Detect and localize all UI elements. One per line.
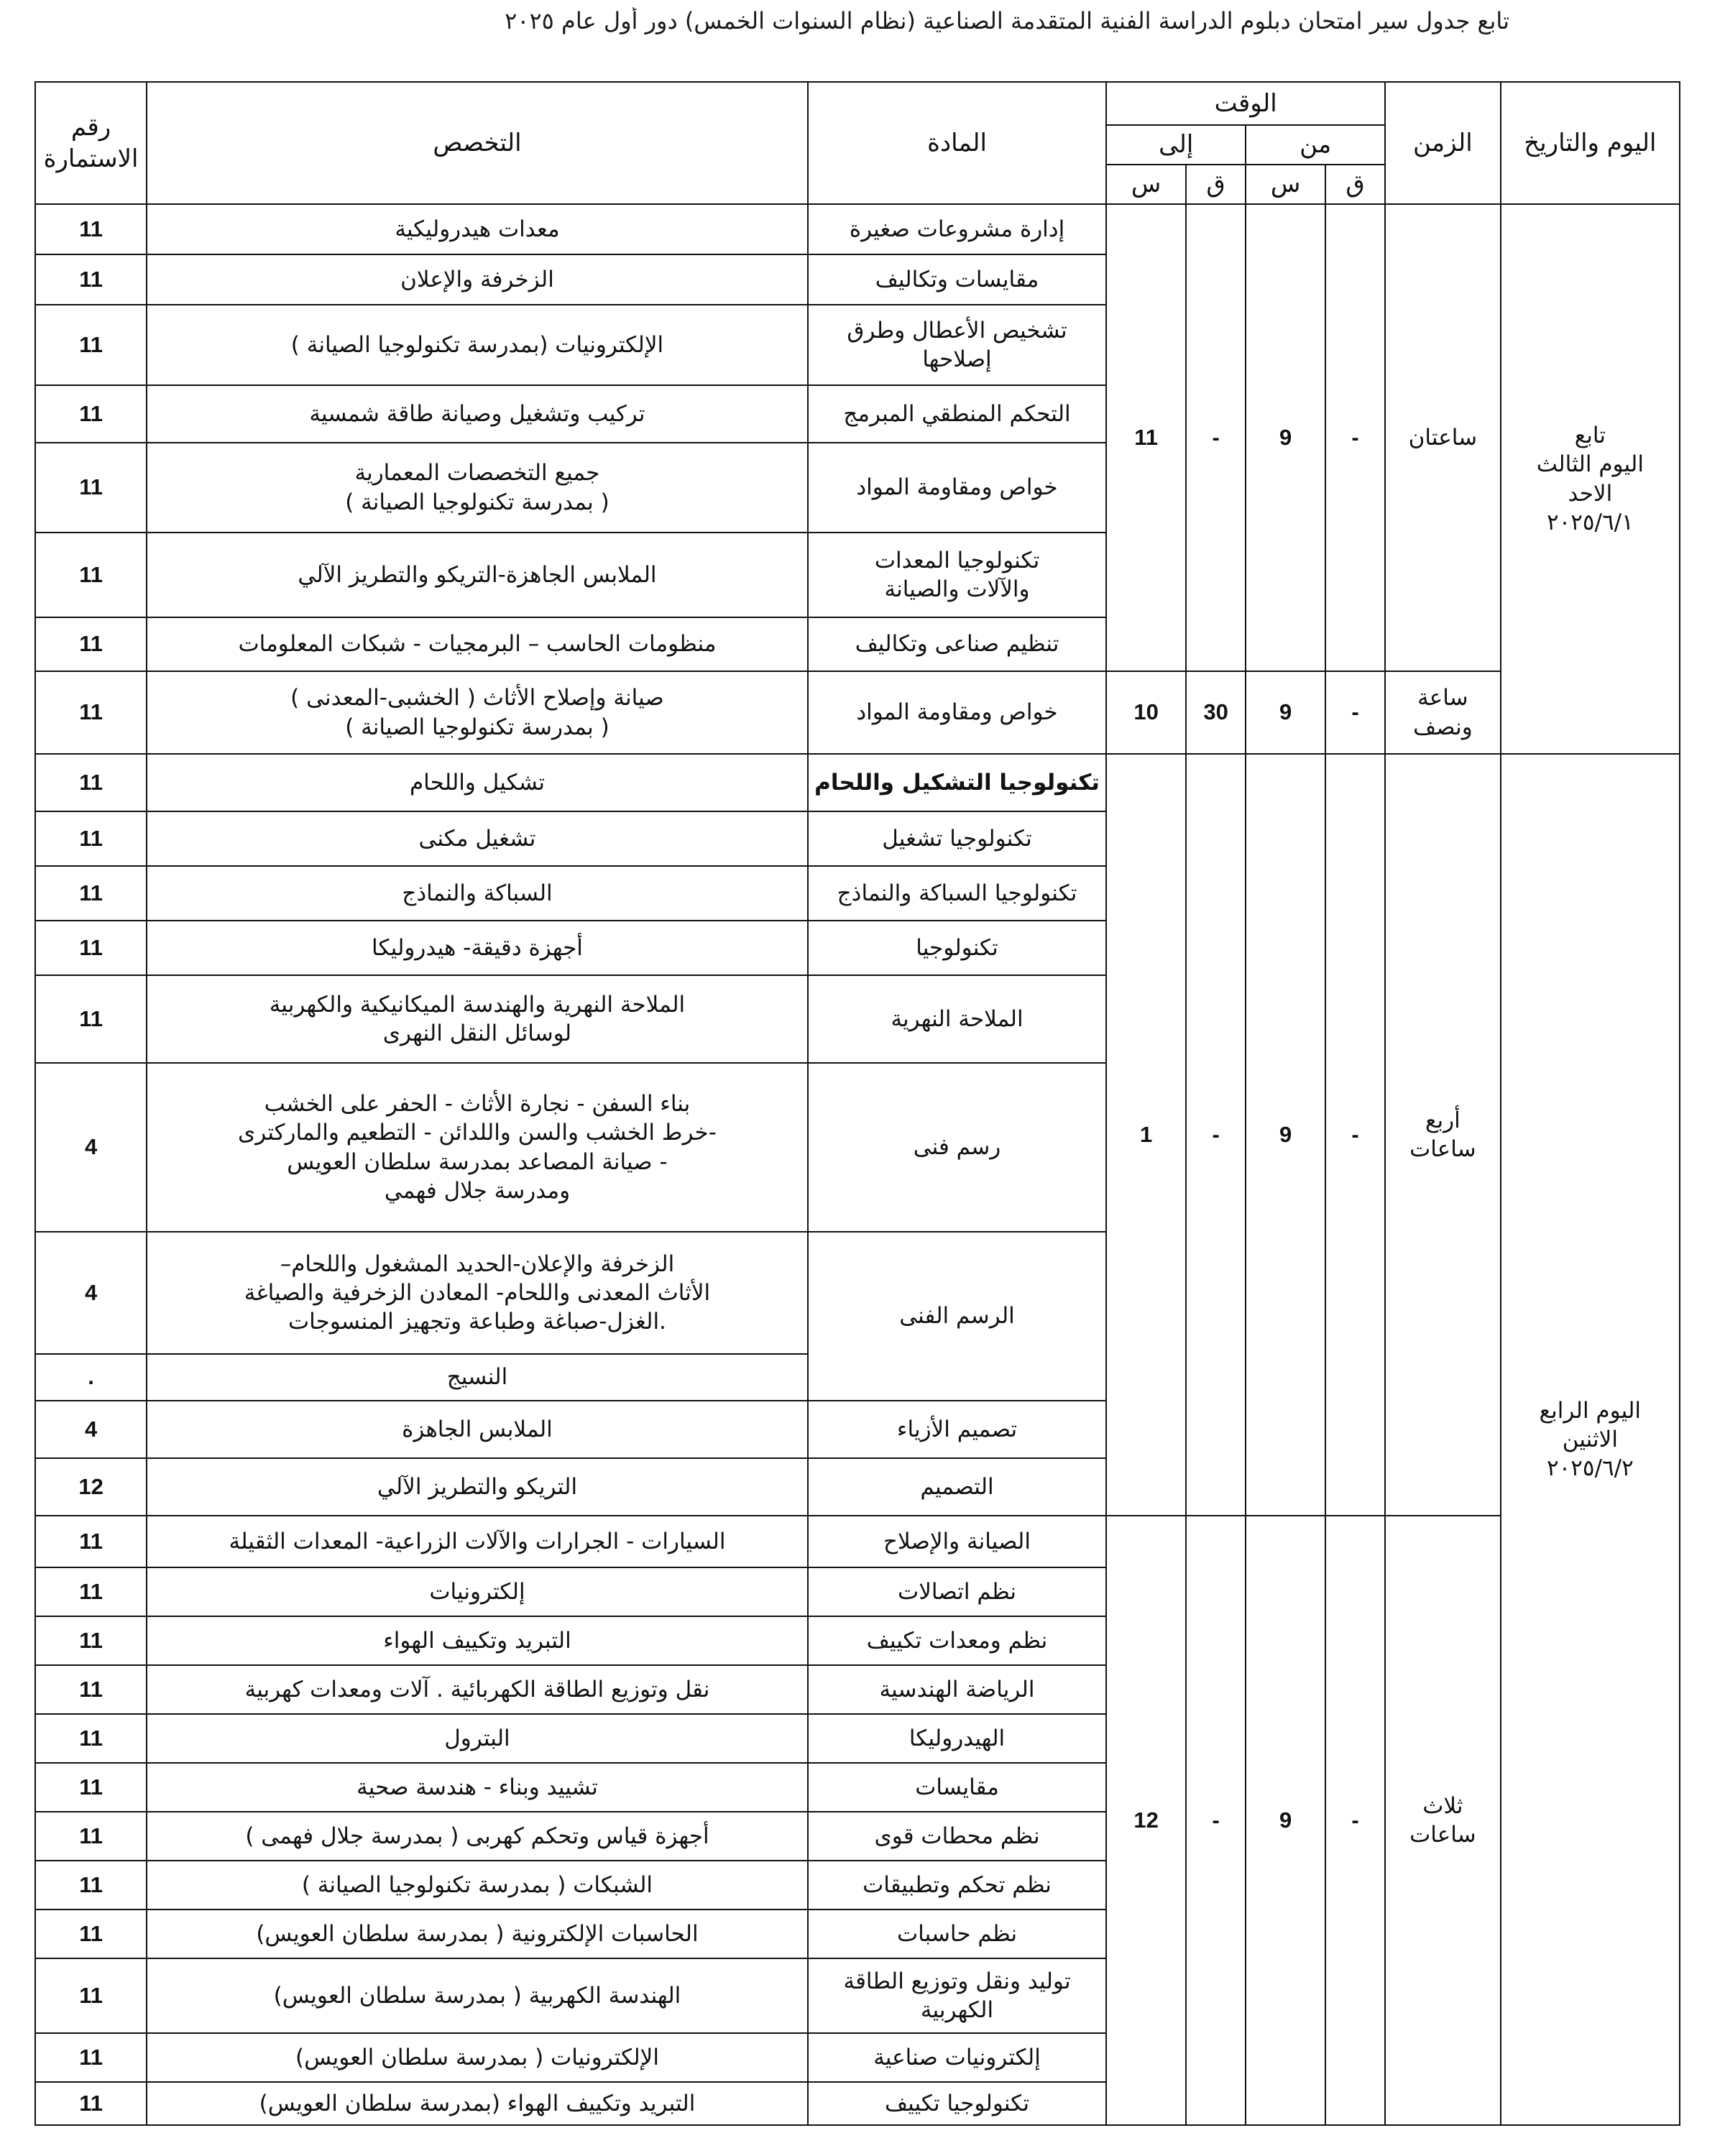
subject: تكنولوجيا — [808, 921, 1106, 975]
group-4-from-minute: - — [1325, 1516, 1385, 2125]
group-3-to-minute: - — [1186, 754, 1246, 1516]
specialization: الملابس الجاهزة-التريكو والتطريز الآلي — [147, 533, 808, 617]
subject: الرياضة الهندسية — [808, 1665, 1106, 1714]
specialization — [147, 1063, 808, 1232]
subject — [808, 1958, 1106, 2033]
form-number: 4 — [35, 1401, 147, 1458]
form-number: 11 — [35, 2082, 147, 2125]
exam-schedule-table — [34, 81, 1680, 2126]
header-specialization: التخصص — [147, 82, 808, 204]
specialization: الزخرفة والإعلان — [147, 254, 808, 305]
group-1-to-hour: 11 — [1106, 204, 1186, 671]
specialization: السيارات - الجرارات والآلات الزراعية- المعدات الثقيلة — [147, 1516, 808, 1567]
subject: نظم محطات قوى — [808, 1812, 1106, 1861]
subject-line: الكهربية — [920, 1997, 994, 2023]
header-to-hour: س — [1106, 165, 1186, 204]
form-number: 11 — [35, 921, 147, 975]
group-4-to-hour: 12 — [1106, 1516, 1186, 2125]
group-1-to-minute: - — [1186, 204, 1246, 671]
specialization-line: صيانة وإصلاح الأثاث ( الخشبى-المعدنى ) — [290, 685, 664, 711]
specialization-line: ( بمدرسة تكنولوجيا الصيانة ) — [345, 714, 610, 740]
subject: تكنولوجيا التشكيل واللحام — [808, 754, 1106, 811]
form-number: 11 — [35, 533, 147, 617]
form-number: 11 — [35, 443, 147, 533]
header-time: الوقت — [1106, 82, 1385, 125]
specialization-line: -خرط الخشب والسن واللدائن - التطعيم والماركترى — [238, 1120, 717, 1146]
subject — [808, 533, 1106, 617]
form-number: . — [35, 1354, 147, 1401]
day-4-cell — [1501, 754, 1680, 2125]
subject: نظم اتصالات — [808, 1567, 1106, 1616]
form-number: 11 — [35, 1616, 147, 1665]
specialization: الشبكات ( بمدرسة تكنولوجيا الصيانة ) — [147, 1861, 808, 1909]
header-from-hour: س — [1246, 165, 1325, 204]
form-number: 11 — [35, 1763, 147, 1812]
specialization-line: ومدرسة جلال فهمي — [384, 1177, 571, 1204]
specialization: الإلكترونيات (بمدرسة تكنولوجيا الصيانة ) — [147, 305, 808, 385]
form-number: 11 — [35, 1861, 147, 1909]
specialization-line: الملاحة النهرية والهندسة الميكانيكية والكهربية — [269, 991, 686, 1018]
specialization: تشغيل مكنى — [147, 811, 808, 866]
form-number: 11 — [35, 204, 147, 254]
group-3-to-hour: 1 — [1106, 754, 1186, 1516]
subject: خواص ومقاومة المواد — [808, 443, 1106, 533]
form-number: 11 — [35, 305, 147, 385]
form-number: 11 — [35, 1567, 147, 1616]
day-3-line-3: الاحد — [1568, 480, 1613, 507]
subject: تنظيم صناعى وتكاليف — [808, 617, 1106, 671]
subject: تكنولوجيا تشغيل — [808, 811, 1106, 866]
specialization-line: بناء السفن - نجارة الأثاث - الحفر على الخشب — [264, 1090, 691, 1117]
subject: رسم فنى — [808, 1063, 1106, 1232]
group-3-from-hour: 9 — [1246, 754, 1325, 1516]
subject: الهيدروليكا — [808, 1714, 1106, 1763]
specialization-line: .الغزل-صباغة وطباعة وتجهيز المنسوجات — [288, 1309, 666, 1335]
group-2-to-hour: 10 — [1106, 671, 1186, 754]
form-number: 11 — [35, 1714, 147, 1763]
specialization: نقل وتوزيع الطاقة الكهربائية . آلات ومعدات كهربية — [147, 1665, 808, 1714]
header-to-minute: ق — [1186, 165, 1246, 204]
specialization: الإلكترونيات ( بمدرسة سلطان العويس) — [147, 2033, 808, 2082]
subject: إلكترونيات صناعية — [808, 2033, 1106, 2082]
subject: التصميم — [808, 1458, 1106, 1516]
specialization — [147, 1232, 808, 1354]
specialization: التريكو والتطريز الآلي — [147, 1458, 808, 1516]
specialization — [147, 443, 808, 533]
form-number: 11 — [35, 811, 147, 866]
form-number: 11 — [35, 1958, 147, 2033]
subject-line: والآلات والصيانة — [884, 576, 1030, 602]
subject-line: توليد ونقل وتوزيع الطاقة — [843, 1968, 1071, 1994]
group-4-from-hour: 9 — [1246, 1516, 1325, 2125]
day-3-line-2: اليوم الثالث — [1536, 451, 1644, 478]
subject: نظم ومعدات تكييف — [808, 1616, 1106, 1665]
form-number: 11 — [35, 1516, 147, 1567]
form-number: 11 — [35, 385, 147, 443]
header-from: من — [1246, 125, 1385, 165]
subject: خواص ومقاومة المواد — [808, 671, 1106, 754]
specialization: تشكيل واللحام — [147, 754, 808, 811]
subject: تكنولوجيا السباكة والنماذج — [808, 866, 1106, 921]
day-4-line-1: اليوم الرابع — [1539, 1397, 1642, 1424]
form-number: 11 — [35, 1812, 147, 1861]
header-to: إلى — [1106, 125, 1246, 165]
header-from-minute: ق — [1325, 165, 1385, 204]
form-number: 11 — [35, 2033, 147, 2082]
specialization: التبريد وتكييف الهواء (بمدرسة سلطان العويس) — [147, 2082, 808, 2125]
specialization-line: لوسائل النقل النهرى — [382, 1021, 572, 1046]
group-2-duration — [1385, 671, 1501, 754]
day-4-date: ٢٠٢٥/٦/٢ — [1546, 1455, 1634, 1482]
form-number: 11 — [35, 1909, 147, 1958]
specialization: تشييد وبناء - هندسة صحية — [147, 1763, 808, 1812]
form-number: 11 — [35, 254, 147, 305]
subject: تكنولوجيا تكييف — [808, 2082, 1106, 2125]
specialization-line: ( بمدرسة تكنولوجيا الصيانة ) — [345, 489, 610, 515]
specialization-line: الزخرفة والإعلان-الحديد المشغول واللحام– — [280, 1250, 675, 1277]
form-number: 11 — [35, 671, 147, 754]
subject: التحكم المنطقي المبرمج — [808, 385, 1106, 443]
subject: الملاحة النهرية — [808, 975, 1106, 1063]
form-number: 11 — [35, 1665, 147, 1714]
specialization: أجهزة قياس وتحكم كهربى ( بمدرسة جلال فهمى ) — [147, 1812, 808, 1861]
specialization: الهندسة الكهربية ( بمدرسة سلطان العويس) — [147, 1958, 808, 2033]
subject: تشخيص الأعطال وطرق إصلاحها — [808, 305, 1106, 385]
subject: إدارة مشروعات صغيرة — [808, 204, 1106, 254]
group-2-to-minute: 30 — [1186, 671, 1246, 754]
subject-line: تكنولوجيا المعدات — [874, 547, 1040, 573]
specialization: إلكترونيات — [147, 1567, 808, 1616]
group-3-duration: أربع ساعات — [1385, 754, 1501, 1516]
group-3-from-minute: - — [1325, 754, 1385, 1516]
form-number: 11 — [35, 975, 147, 1063]
form-number: 4 — [35, 1063, 147, 1232]
day-3-cell — [1501, 204, 1680, 754]
header-day-date: اليوم والتاريخ — [1501, 82, 1680, 204]
form-number: 12 — [35, 1458, 147, 1516]
subject: الصيانة والإصلاح — [808, 1516, 1106, 1567]
specialization — [147, 975, 808, 1063]
specialization: التبريد وتكييف الهواء — [147, 1616, 808, 1665]
specialization — [147, 671, 808, 754]
group-2-from-hour: 9 — [1246, 671, 1325, 754]
subject: نظم حاسبات — [808, 1909, 1106, 1958]
group-4-to-minute: - — [1186, 1516, 1246, 2125]
group-2-duration-line: ساعة — [1417, 685, 1468, 711]
specialization: النسيج — [147, 1354, 808, 1401]
group-2-duration-line: ونصف — [1413, 714, 1473, 740]
specialization-line: - صيانة المصاعد بمدرسة سلطان العويس — [287, 1148, 668, 1175]
specialization: أجهزة دقيقة- هيدروليكا — [147, 921, 808, 975]
specialization: البترول — [147, 1714, 808, 1763]
specialization-line: جميع التخصصات المعمارية — [354, 460, 600, 487]
group-1-from-minute: - — [1325, 204, 1385, 671]
day-3-date: ٢٠٢٥/٦/١ — [1546, 509, 1634, 535]
group-1-from-hour: 9 — [1246, 204, 1325, 671]
header-form-number: رقم الاستمارة — [35, 82, 147, 204]
specialization: منظومات الحاسب – البرمجيات - شبكات المعلومات — [147, 617, 808, 671]
specialization-line: الأثاث المعدنى واللحام- المعادن الزخرفية والصياغة — [244, 1279, 711, 1306]
page-title: تابع جدول سير امتحان دبلوم الدراسة الفنية المتقدمة الصناعية (نظام السنوات الخمس) دور أول عام ٢٠٢٥ — [505, 7, 1509, 34]
day-4-line-2: الاثنين — [1562, 1426, 1618, 1452]
subject: نظم تحكم وتطبيقات — [808, 1861, 1106, 1909]
subject: الرسم الفنى — [808, 1232, 1106, 1401]
header-duration: الزمن — [1385, 82, 1501, 204]
specialization: تركيب وتشغيل وصيانة طاقة شمسية — [147, 385, 808, 443]
specialization: معدات هيدروليكية — [147, 204, 808, 254]
subject: مقايسات وتكاليف — [808, 254, 1106, 305]
subject: تصميم الأزياء — [808, 1401, 1106, 1458]
group-4-duration: ثلاث ساعات — [1385, 1516, 1501, 2125]
form-number: 4 — [35, 1232, 147, 1354]
specialization: الملابس الجاهزة — [147, 1401, 808, 1458]
form-number: 11 — [35, 617, 147, 671]
specialization: الحاسبات الإلكترونية ( بمدرسة سلطان العويس) — [147, 1909, 808, 1958]
subject: مقايسات — [808, 1763, 1106, 1812]
day-3-line-1: تابع — [1574, 422, 1606, 448]
group-1-duration: ساعتان — [1385, 204, 1501, 671]
header-subject: المادة — [808, 82, 1106, 204]
form-number: 11 — [35, 866, 147, 921]
specialization: السباكة والنماذج — [147, 866, 808, 921]
form-number: 11 — [35, 754, 147, 811]
group-2-from-minute: - — [1325, 671, 1385, 754]
